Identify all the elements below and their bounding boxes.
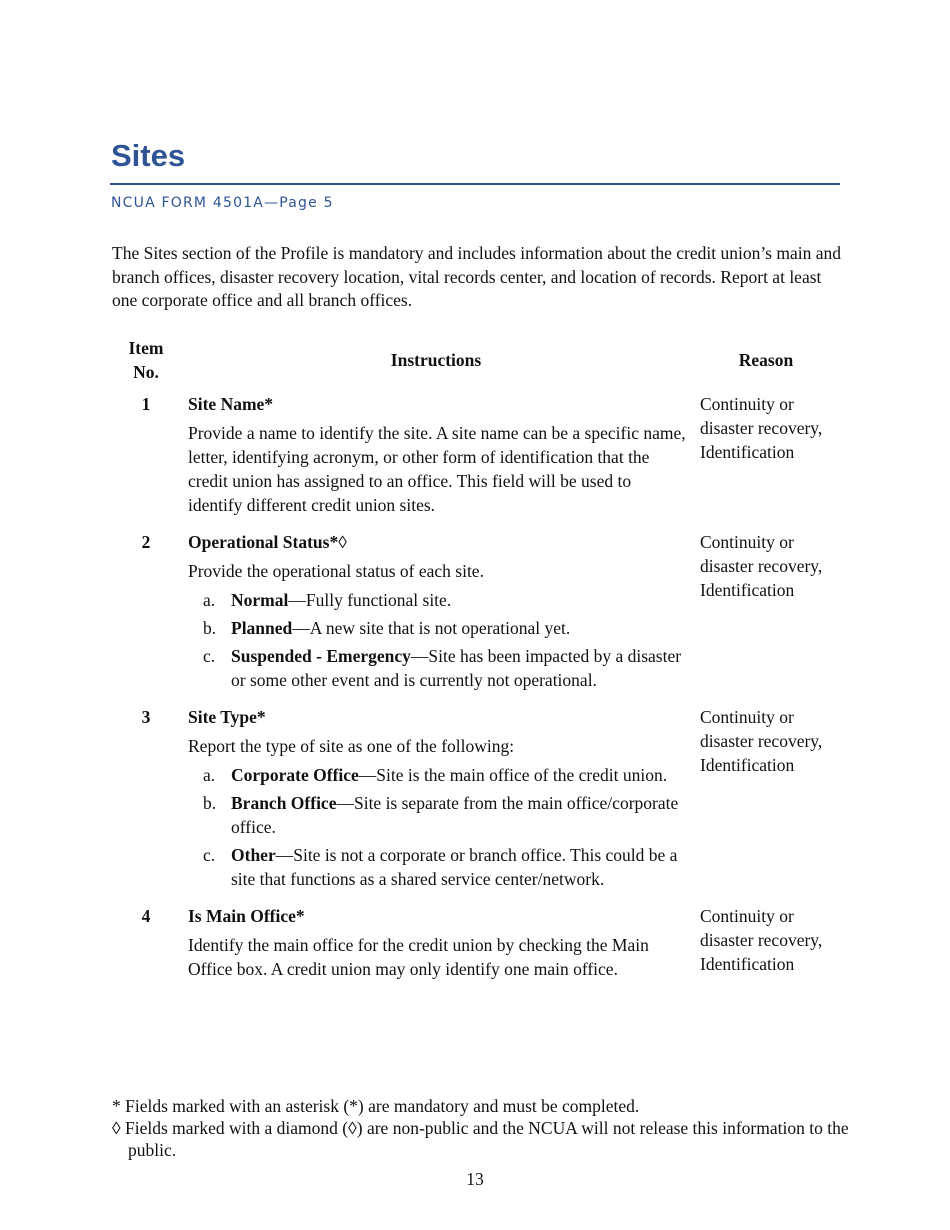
option-text: —A new site that is not operational yet. (292, 618, 571, 638)
item-number-cell (0, 705, 188, 891)
reason-cell: Continuity or disaster recovery, Identification (700, 707, 823, 775)
reason-cell: Continuity or disaster recovery, Identification (700, 394, 823, 462)
item-title: Site Type* (188, 707, 266, 727)
option-letter: b. (203, 618, 217, 638)
option-term: Branch Office (231, 793, 337, 813)
option-text: —Site is separate from the main office/corporate office. (231, 793, 679, 837)
list-item (188, 843, 688, 891)
title-divider (110, 183, 840, 185)
footnote-asterisk: * Fields marked with an asterisk (*) are mandatory and must be completed. (112, 1096, 640, 1116)
header-reason: Reason (738, 350, 794, 370)
item-number: 4 (141, 906, 151, 926)
reason-cell: Continuity or disaster recovery, Identification (700, 532, 823, 600)
list-item (188, 588, 688, 612)
item-description: Provide the operational status of each site. (188, 561, 484, 581)
header-instructions: Instructions (390, 350, 482, 370)
option-letter: a. (203, 590, 216, 610)
table-row (0, 530, 950, 692)
option-text: —Site has been impacted by a disaster or some other event and is currently not operational. (231, 646, 682, 690)
list-item (188, 644, 688, 692)
option-letter: c. (203, 845, 216, 865)
list-item (188, 791, 688, 839)
list-item (188, 763, 688, 787)
table-row (0, 392, 950, 517)
form-subtitle: NCUA FORM 4501A—Page 5 (111, 195, 334, 211)
list-item (188, 616, 688, 640)
table-row (0, 904, 950, 981)
instructions-cell (188, 530, 700, 692)
option-text: —Fully functional site. (288, 590, 452, 610)
item-number: 1 (141, 394, 151, 414)
item-number-cell (0, 392, 188, 517)
item-title: Site Name* (188, 394, 274, 414)
item-title: Is Main Office* (188, 906, 305, 926)
table-row (0, 705, 950, 891)
option-letter: c. (203, 646, 216, 666)
item-number-cell (0, 904, 188, 981)
item-number: 3 (141, 707, 151, 727)
option-term: Suspended - Emergency (231, 646, 411, 666)
option-list (188, 588, 688, 692)
item-description: Report the type of site as one of the following: (188, 736, 515, 756)
item-description: Identify the main office for the credit union by checking the Main Office box. A credit union may only identify one main office. (188, 935, 649, 979)
footnotes (112, 1095, 852, 1161)
item-number: 2 (141, 532, 151, 552)
item-description: Provide a name to identify the site. A site name can be a specific name, letter, identifying acronym, or other form of identification that the credit union has assigned to an office. This field will be used to identify different credit union sites. (188, 423, 686, 515)
header-item-no: Item No. (128, 338, 164, 382)
item-number-cell (0, 530, 188, 692)
item-title: Operational Status*◊ (188, 532, 347, 552)
option-term: Other (231, 845, 276, 865)
option-term: Normal (231, 590, 289, 610)
option-letter: b. (203, 793, 217, 813)
instructions-table (0, 392, 950, 981)
option-text: —Site is not a corporate or branch office. This could be a site that functions as a shared service center/network. (231, 845, 678, 889)
page-title: Sites (111, 138, 186, 173)
option-text: —Site is the main office of the credit union. (358, 765, 668, 785)
intro-paragraph: The Sites section of the Profile is mandatory and includes information about the credit union’s main and branch offices, disaster recovery location, vital records center, and location of records. Report at least one corporate office and all branch offices. (112, 243, 842, 310)
option-term: Corporate Office (231, 765, 359, 785)
option-term: Planned (231, 618, 293, 638)
instructions-cell (188, 705, 700, 891)
reason-cell: Continuity or disaster recovery, Identification (700, 906, 823, 974)
footnote-diamond: ◊ Fields marked with a diamond (◊) are non-public and the NCUA will not release this information to the public. (112, 1118, 849, 1160)
option-list (188, 763, 688, 891)
instructions-cell (188, 392, 700, 517)
page-number: 13 (466, 1169, 484, 1189)
option-letter: a. (203, 765, 216, 785)
instructions-cell (188, 904, 700, 981)
